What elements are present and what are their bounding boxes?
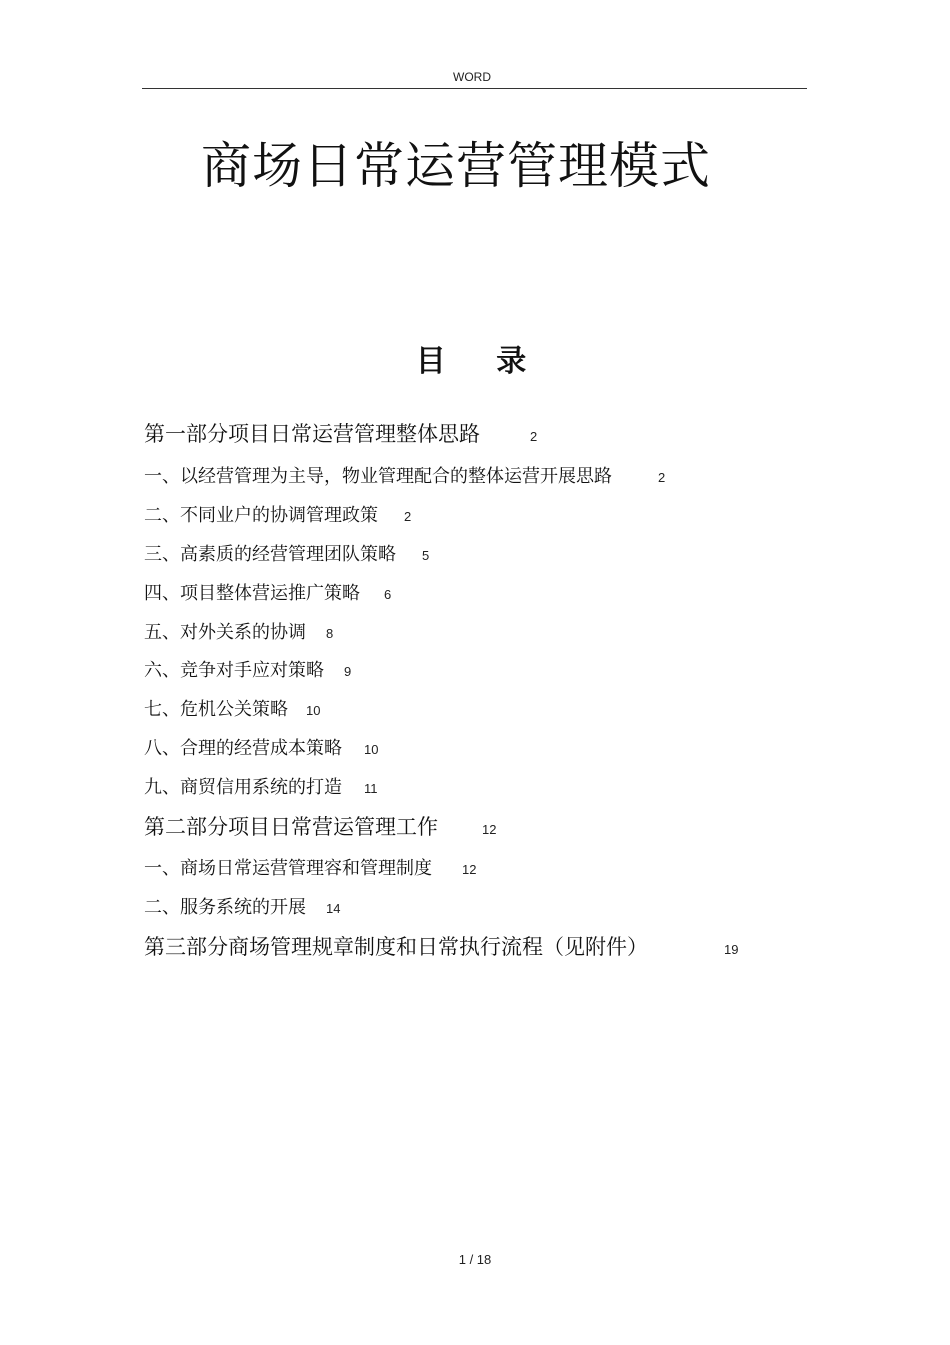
header-label: WORD <box>453 70 491 84</box>
toc-entry[interactable] <box>144 893 340 919</box>
toc-entry[interactable] <box>144 656 351 682</box>
toc-entry[interactable] <box>144 854 476 880</box>
toc-entry-page: 11 <box>364 781 378 796</box>
toc-entry-label: 第一部分项目日常运营管理整体思路 <box>144 422 480 446</box>
toc-entry[interactable] <box>144 618 333 644</box>
toc-entry[interactable] <box>144 695 320 721</box>
toc-entry-label: 五、对外关系的协调 <box>144 622 306 643</box>
toc-entry[interactable] <box>144 501 411 527</box>
toc-entry[interactable] <box>144 540 429 566</box>
page-indicator: 1 / 18 <box>458 1252 492 1267</box>
toc-entry-label: 第三部分商场管理规章制度和日常执行流程（见附件） <box>144 935 648 959</box>
toc-entry-page: 19 <box>724 942 739 957</box>
toc-entry[interactable] <box>144 579 391 605</box>
toc-entry-label: 一、以经营管理为主导，物业管理配合的整体运营开展思路 <box>144 466 612 487</box>
toc-entry[interactable] <box>144 734 378 760</box>
toc-entry-page: 12 <box>482 822 497 837</box>
toc-entry-label: 六、竞争对手应对策略 <box>144 660 324 681</box>
toc-entry-page: 2 <box>658 470 666 485</box>
toc-entry-label: 第二部分项目日常营运管理工作 <box>144 815 438 839</box>
toc-entry-label: 二、不同业户的协调管理政策 <box>144 505 378 526</box>
toc-entry-page: 6 <box>384 587 392 602</box>
document-title: 商场日常运营管理模式 <box>201 137 711 195</box>
toc-entry[interactable] <box>144 773 378 799</box>
toc-entry[interactable] <box>144 418 537 448</box>
toc-entry-page: 10 <box>364 742 379 757</box>
toc-entry-label: 九、商贸信用系统的打造 <box>144 777 342 798</box>
toc-entry-page: 2 <box>404 509 412 524</box>
toc-entry-label: 一、商场日常运营管理容和管理制度 <box>144 858 432 879</box>
toc-entry[interactable] <box>144 462 665 488</box>
toc-entry-page: 9 <box>344 664 352 679</box>
toc-entry-page: 2 <box>530 429 538 444</box>
toc-entry-page: 14 <box>326 901 341 916</box>
toc-entry[interactable] <box>144 811 496 841</box>
toc-entry-label: 八、合理的经营成本策略 <box>144 738 342 759</box>
toc-entry-label: 七、危机公关策略 <box>144 699 288 720</box>
toc-entry-page: 8 <box>326 626 334 641</box>
toc-entry[interactable] <box>144 931 738 961</box>
toc-entry-page: 5 <box>422 548 430 563</box>
toc-entry-label: 四、项目整体营运推广策略 <box>144 583 360 604</box>
toc-heading: 目 录 <box>415 344 547 379</box>
toc-entry-label: 二、服务系统的开展 <box>144 897 306 918</box>
toc-entry-label: 三、高素质的经营管理团队策略 <box>144 544 396 565</box>
toc-entry-page: 12 <box>462 862 477 877</box>
toc-entry-page: 10 <box>306 703 321 718</box>
